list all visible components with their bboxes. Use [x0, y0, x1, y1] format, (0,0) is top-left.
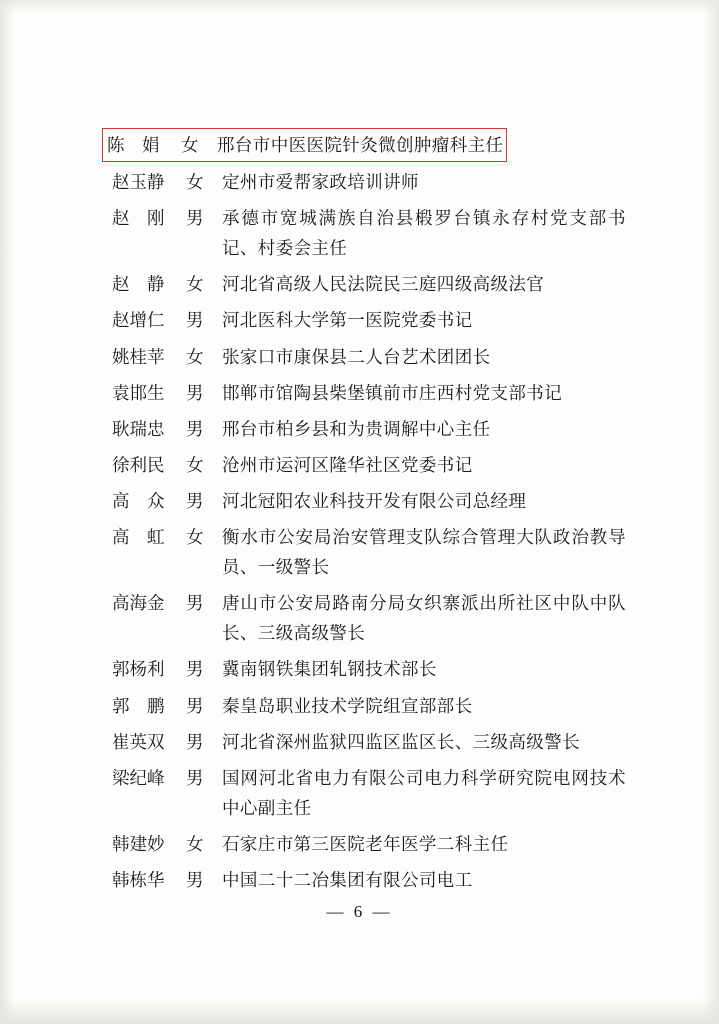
entry-title: 邢台市柏乡县和为贵调解中心主任 [222, 418, 491, 439]
entry-name: 赵 静 [112, 274, 165, 295]
list-item [108, 376, 628, 410]
list-item [108, 340, 628, 374]
entry-name: 高 众 [112, 490, 165, 511]
entry-title: 邢台市中医医院针灸微创肿瘤科主任 [217, 135, 504, 155]
list-item [108, 484, 628, 518]
entry-title: 河北省深州监狱四监区监区长、三级高级警长 [222, 731, 580, 752]
entry-title: 秦皇岛职业技术学院组宣部部长 [222, 695, 473, 716]
entry-name: 姚桂苹 [112, 346, 165, 367]
entry-name: 崔英双 [112, 731, 165, 752]
list-item [108, 165, 628, 199]
entry-gender: 女 [181, 135, 199, 155]
entry-name: 韩建妙 [112, 833, 165, 854]
list-item [108, 689, 628, 723]
entry-gender: 男 [186, 208, 204, 229]
entry-name: 陈 娟 [107, 135, 160, 155]
entry-gender: 男 [186, 731, 204, 752]
list-item [108, 725, 628, 759]
list-item [108, 412, 628, 446]
entry-name: 高海金 [112, 593, 165, 614]
list-item [108, 827, 628, 861]
entry-title: 衡水市公安局治安管理支队综合管理大队政治教导员、一级警长 [222, 527, 626, 578]
entry-title: 定州市爱帮家政培训讲师 [222, 172, 419, 193]
entry-title: 河北冠阳农业科技开发有限公司总经理 [222, 490, 527, 511]
page-number: — 6 — [326, 902, 393, 921]
entry-title: 冀南钢铁集团轧钢技术部长 [222, 659, 437, 680]
entry-name: 郭杨利 [112, 659, 165, 680]
entry-gender: 女 [186, 346, 204, 367]
entry-name: 赵玉静 [112, 172, 165, 193]
entry-title: 邯郸市馆陶县柴堡镇前市庄西村党支部书记 [222, 382, 563, 403]
entry-gender: 男 [186, 418, 204, 439]
entry-name: 耿瑞忠 [112, 418, 165, 439]
entry-gender: 男 [186, 869, 204, 890]
list-item [108, 267, 628, 301]
entry-title: 河北医科大学第一医院党委书记 [222, 310, 473, 331]
entry-gender: 男 [186, 767, 204, 788]
list-item [108, 761, 628, 825]
entry-name: 赵增仁 [112, 310, 165, 331]
list-item [108, 201, 628, 265]
list-item [108, 652, 628, 686]
entry-title: 沧州市运河区隆华社区党委书记 [222, 454, 473, 475]
entry-gender: 女 [186, 527, 204, 548]
list-item [108, 586, 628, 650]
list-item [102, 128, 507, 162]
entry-gender: 女 [186, 172, 204, 193]
list-item [108, 520, 628, 584]
entry-title: 张家口市康保县二人台艺术团团长 [222, 346, 491, 367]
list-item [108, 863, 628, 897]
entry-name: 徐利民 [112, 454, 165, 475]
entry-name: 袁邯生 [112, 382, 165, 403]
entry-gender: 男 [186, 659, 204, 680]
entry-name: 郭 鹏 [112, 695, 165, 716]
entry-name: 梁纪峰 [112, 767, 165, 788]
entry-gender: 女 [186, 833, 204, 854]
entry-name: 韩栋华 [112, 869, 165, 890]
entry-gender: 男 [186, 490, 204, 511]
entry-gender: 女 [186, 454, 204, 475]
entry-gender: 男 [186, 695, 204, 716]
entry-title: 河北省高级人民法院民三庭四级高级法官 [222, 274, 545, 295]
entry-gender: 男 [186, 593, 204, 614]
entry-title: 石家庄市第三医院老年医学二科主任 [222, 833, 509, 854]
entry-name: 高 虹 [112, 527, 165, 548]
entry-title: 中国二十二冶集团有限公司电工 [222, 869, 473, 890]
paper-edge-left [0, 0, 14, 1024]
paper-edge-bottom [0, 998, 719, 1024]
list-item [108, 303, 628, 337]
entry-gender: 男 [186, 310, 204, 331]
entry-title: 唐山市公安局路南分局女织寨派出所社区中队中队长、三级高级警长 [222, 593, 626, 644]
entry-gender: 男 [186, 382, 204, 403]
list-item [108, 448, 628, 482]
paper-edge-top [0, 0, 719, 12]
paper-edge-right [703, 0, 719, 1024]
entry-list [108, 128, 628, 899]
entry-name: 赵 刚 [112, 208, 165, 229]
entry-gender: 女 [186, 274, 204, 295]
entry-title: 国网河北省电力有限公司电力科学研究院电网技术中心副主任 [222, 767, 626, 818]
entry-title: 承德市宽城满族自治县椴罗台镇永存村党支部书记、村委会主任 [222, 208, 626, 259]
